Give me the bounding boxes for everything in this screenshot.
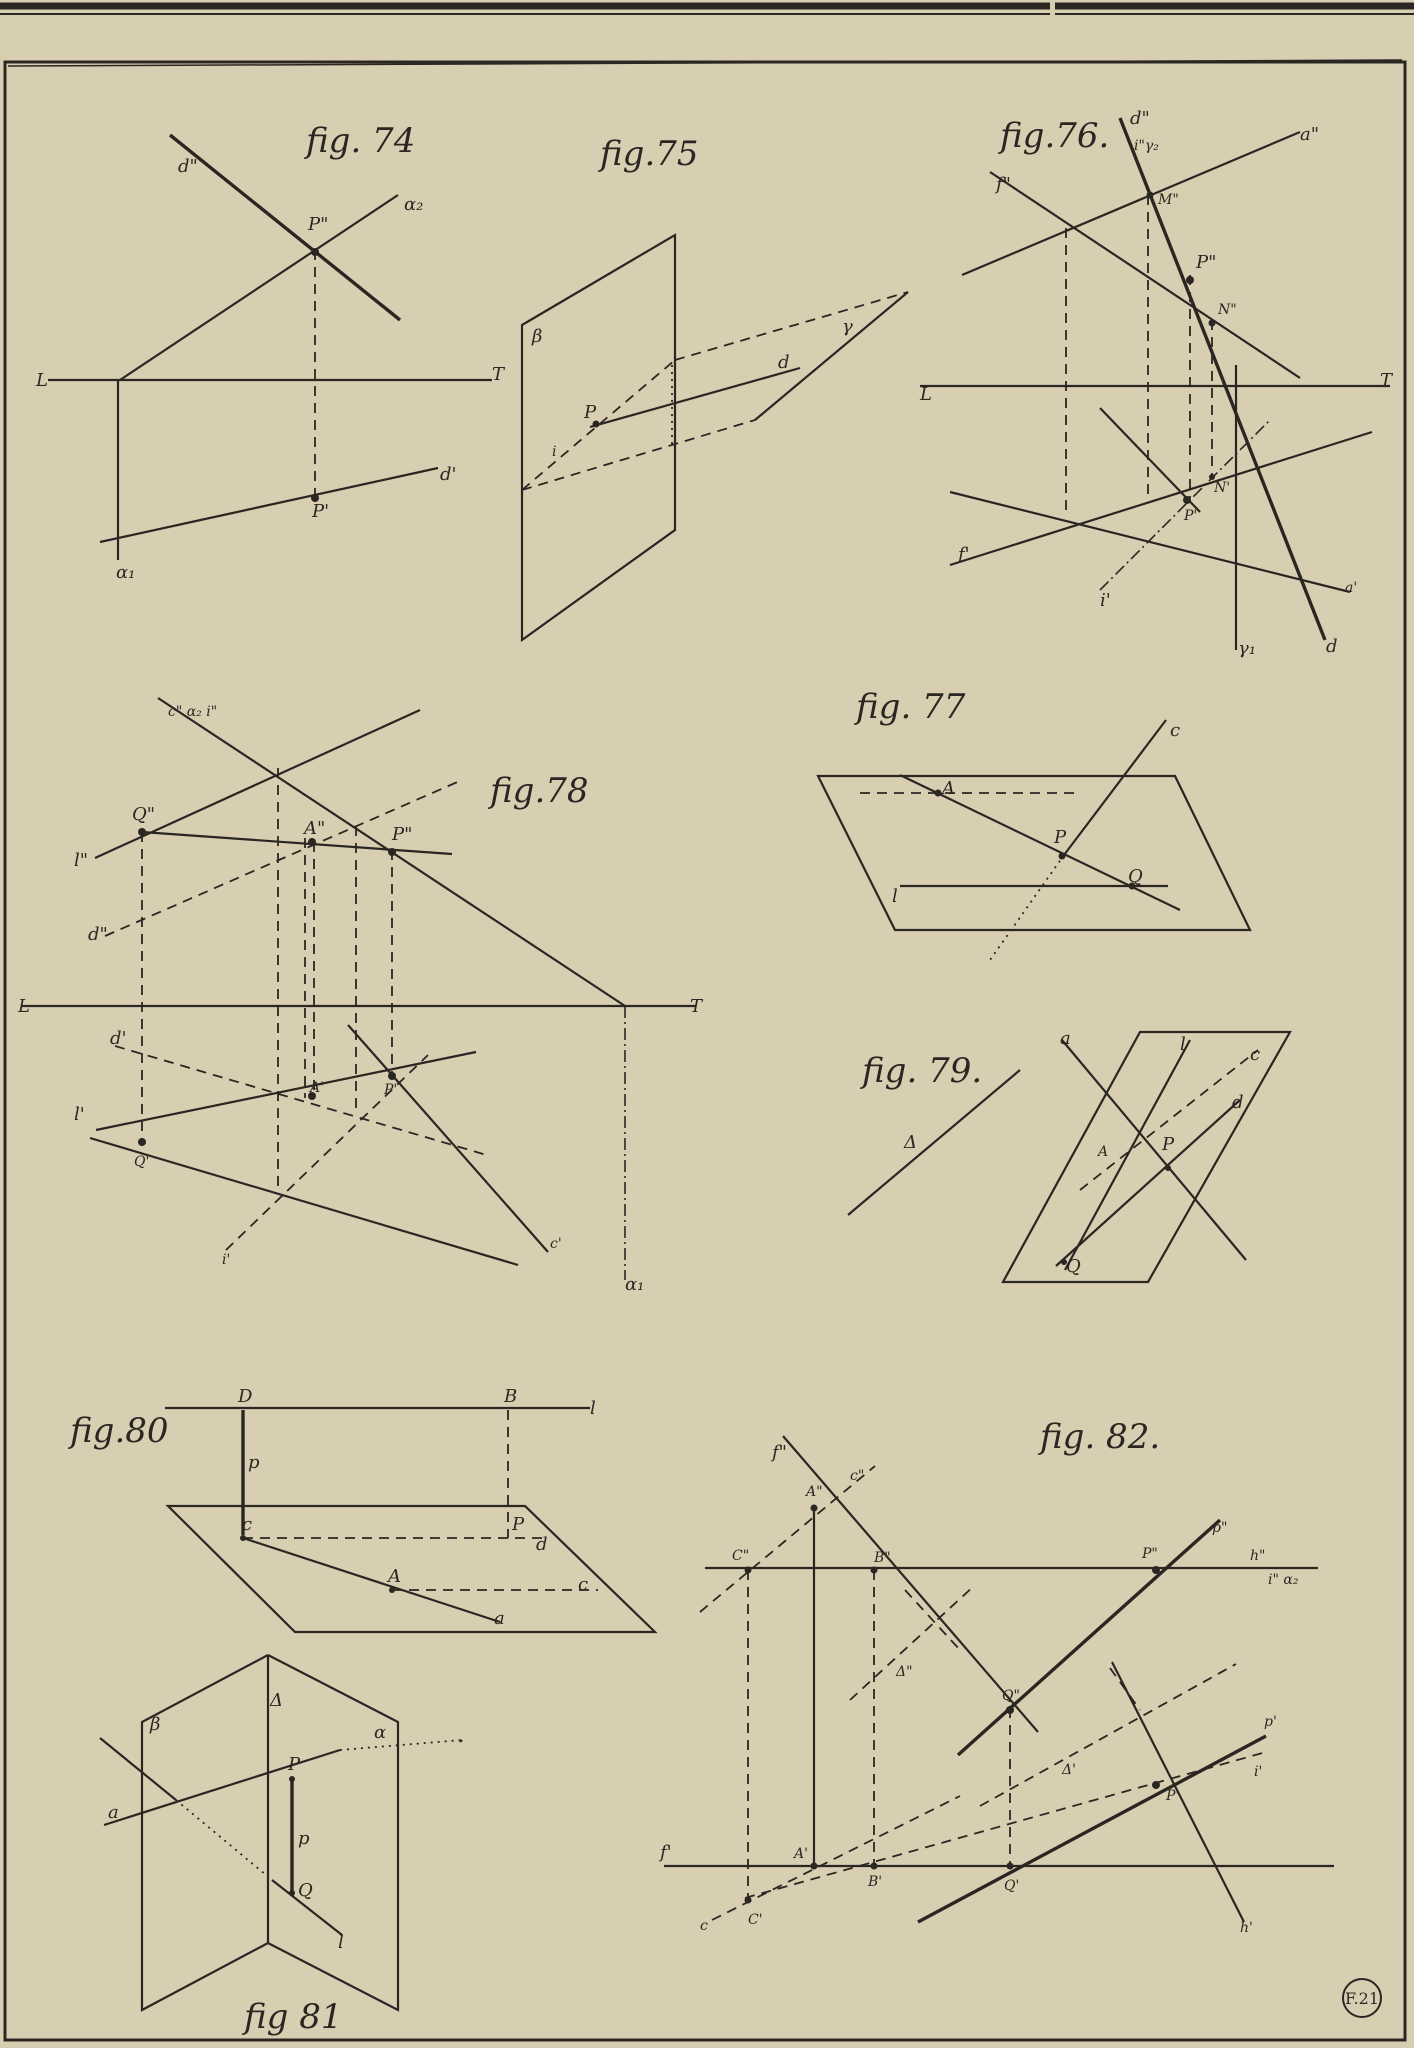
fig82-label-a2: A" [806,1484,823,1500]
fig79-label-x: A [1098,1144,1109,1160]
fig74-label-t: T [492,364,505,385]
fig76-label-l: L [920,384,932,405]
fig82-label-c: c [700,1918,708,1934]
fig80-label-dd: d [536,1534,548,1555]
fig75-caption: fig.75 [600,134,699,174]
fig74-label-alpha2: α₂ [404,194,424,215]
fig80-label-b: B [504,1386,518,1407]
page-mark [1343,1979,1381,2017]
fig78-label-d2: d" [88,924,108,945]
fig82-label-i1: i' [1254,1764,1263,1780]
fig79-caption: fig. 79. [862,1051,983,1091]
fig76-label-i2: i"γ₂ [1134,138,1159,154]
fig76-label-d1: d [1326,636,1338,657]
fig76-label-n1: N' [1214,480,1231,496]
page-mark-text: F.21 [1344,1989,1380,2008]
fig82-label-pp1: P' [1166,1788,1180,1804]
fig75-label-d: d [778,352,790,373]
fig81-label-delta: Δ [270,1690,283,1711]
fig77-caption: fig. 77 [856,687,966,727]
fig77-label-q: Q [1128,866,1143,887]
fig76-label-t: T [1380,370,1393,391]
fig82-label-b2: B" [874,1550,891,1566]
fig78-label-p1: P' [384,1082,398,1098]
figure-82 [658,1417,1334,1936]
fig82-caption: fig. 82. [1040,1417,1161,1457]
fig82-label-delta1: Δ' [1062,1762,1076,1778]
fig80-label-pp: P [512,1514,525,1535]
fig76-label-d2: d" [1130,108,1150,129]
fig74-label-d2: d" [178,156,198,177]
fig82-label-a1: A' [794,1846,808,1862]
fig79-label-delta: Δ [904,1132,917,1153]
fig80-caption: fig.80 [70,1411,169,1451]
fig78-label-l: L [18,996,30,1017]
fig76-label-f1: f' [958,544,970,565]
fig82-label-pp2: p" [1212,1520,1228,1536]
fig82-label-f2: f" [772,1442,787,1463]
fig82-label-p1: p' [1264,1714,1277,1730]
fig77-label-c: c [1170,720,1181,741]
fig77-label-p: P [1054,827,1067,848]
figure-76 [919,108,1394,659]
figure-80 [67,1386,655,1632]
fig76-label-gamma1: γ₁ [1238,638,1256,659]
fig82-label-f1: f' [660,1842,672,1863]
fig82-label-c1: C' [748,1912,763,1928]
fig75-label-gamma: γ [842,316,853,337]
fig78-label-q1: Q' [134,1154,150,1170]
fig78-label-c1: c' [550,1236,562,1252]
fig78-label-c2: c" α₂ i" [168,704,218,720]
fig75-label-beta: β [532,326,543,347]
fig80-label-c: c [242,1514,253,1535]
fig81-label-a: a [108,1802,119,1823]
fig82-label-b1: B' [868,1874,883,1890]
fig80-label-l: l [590,1398,596,1419]
fig76-label-a2: a" [1300,124,1320,145]
fig80-label-cc: c [578,1574,589,1595]
fig75-label-i: i [552,444,557,460]
fig81-label-q: Q [298,1880,313,1901]
fig81-label-alpha: α [374,1722,387,1743]
fig82-label-cc2: C" [732,1548,750,1564]
fig79-label-p: P [1162,1134,1175,1155]
fig78-label-d1: d' [110,1028,127,1049]
fig82-label-i2: i" α₂ [1268,1572,1299,1588]
fig74-label-l: L [36,370,48,391]
fig80-label-aa: a [494,1608,505,1629]
fig76-label-n2: N" [1218,302,1237,318]
fig82-label-p2: P" [1142,1546,1158,1562]
fig78-label-alpha1: α₁ [625,1274,645,1295]
plate-frame [0,6,1414,2040]
fig78-label-a2: A" [304,818,326,839]
fig78-label-a1: A' [310,1080,324,1096]
fig76-label-p2: P" [1196,252,1217,273]
fig77-label-l: l [892,886,898,907]
fig74-label-d1: d' [440,464,457,485]
figure-74 [35,121,506,583]
fig81-caption: fig 81 [244,1997,343,2037]
fig74-label-alpha1: α₁ [116,562,136,583]
fig78-label-l2: l" [74,850,89,871]
fig76-label-i1: i' [1100,590,1111,611]
fig78-label-i1: i' [222,1252,231,1268]
fig76-label-a1: a' [1345,580,1358,596]
fig79-label-c: c [1250,1044,1261,1065]
fig76-label-p1: P' [1184,508,1198,524]
fig79-label-l: l [1180,1034,1186,1055]
fig78-caption: fig.78 [490,771,589,811]
fig81-label-p: P [288,1754,301,1775]
fig82-label-c2: c" [850,1468,865,1484]
fig78-label-l1: l' [74,1104,85,1125]
fig74-caption: fig. 74 [306,121,416,161]
fig80-label-p: p [248,1452,260,1473]
fig82-label-q1: Q' [1004,1878,1020,1894]
figure-75 [522,134,908,640]
figure-79 [848,1028,1290,1282]
fig82-label-delta2: Δ" [896,1664,913,1680]
fig74-label-p2: P" [308,214,329,235]
fig82-label-h1: h' [1240,1920,1253,1936]
fig76-label-m2: M" [1158,192,1179,208]
fig82-label-h2: h" [1250,1548,1266,1564]
fig79-label-a: a [1060,1028,1071,1049]
fig82-label-q2: Q" [1002,1688,1020,1704]
figure-77 [818,687,1250,960]
fig81-label-pl: p [298,1828,310,1849]
figure-78 [17,698,704,1295]
fig80-label-d: D [238,1386,253,1407]
fig76-label-f2: f" [996,174,1011,195]
fig78-label-p2: P" [392,824,413,845]
fig75-label-p: P [584,402,597,423]
fig78-label-t: T [690,996,703,1017]
fig81-label-beta: β [150,1714,161,1735]
fig80-label-a: A [388,1566,401,1587]
fig78-label-q2: Q" [132,804,156,825]
fig79-label-q: Q [1066,1256,1081,1277]
figure-81 [100,1655,462,2037]
fig81-label-l: l [338,1932,344,1953]
fig74-label-p1: P' [312,501,330,522]
fig77-label-a: A [942,778,955,799]
fig79-label-d: d [1232,1092,1244,1113]
fig76-caption: fig.76. [1000,116,1110,156]
